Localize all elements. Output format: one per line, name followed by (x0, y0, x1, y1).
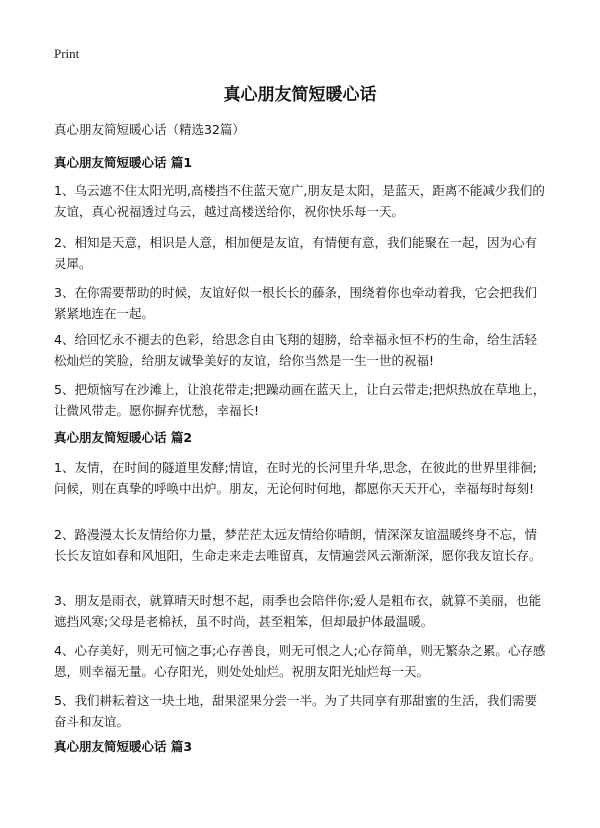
paragraph: 5、把烦恼写在沙滩上，让浪花带走;把躁动画在蓝天上，让白云带走;把炽热放在草地上，让微风带走。愿你摒弃忧愁，幸福长! (54, 382, 546, 418)
paragraph: 4、心存美好，则无可恼之事;心存善良，则无可恨之人;心存简单，则无繁杂之累。心存感恩，则幸福无量。心存阳光，则处处灿烂。祝朋友阳光灿烂每一天。 (54, 643, 546, 679)
section-heading: 真心朋友简短暖心话 篇2 (54, 430, 193, 445)
paragraph: 3、朋友是雨衣，就算晴天时想不起，雨季也会陪伴你;爱人是粗布衣，就算不美丽，也能遮挡风寒;父母是老棉袄，虽不时尚，甚至粗笨，但却最护体最温暖。 (54, 593, 542, 629)
paragraph: 4、给回忆永不褪去的色彩，给思念自由飞翔的翅膀，给幸福永恒不朽的生命，给生活轻松灿烂的笑脸，给朋友诚挚美好的友谊，给你当然是一生一世的祝福! (54, 332, 537, 368)
document-subtitle: 真心朋友简短暖心话（精选32篇） (54, 122, 245, 137)
section-heading: 真心朋友简短暖心话 篇1 (54, 155, 193, 170)
paragraph: 2、相知是天意，相识是人意，相加便是友谊，有情便有意，我们能聚在一起，因为心有灵犀。 (54, 235, 537, 271)
section-heading: 真心朋友简短暖心话 篇3 (54, 739, 193, 754)
page-title: 真心朋友简短暖心话 (223, 85, 377, 105)
paragraph: 1、友情，在时间的隧道里发酵;情谊，在时光的长河里升华,思念，在彼此的世界里徘徊;问候，则在真挚的呼唤中出炉。朋友，无论何时何地，都愿你天天开心，幸福每时每刻! (54, 460, 537, 496)
print-link[interactable]: Print (54, 46, 80, 61)
paragraph: 3、在你需要帮助的时候，友谊好似一根长长的藤条，围绕着你也牵动着我，它会把我们紧紧地连在一起。 (54, 285, 537, 321)
paragraph: 2、路漫漫太长友情给你力量，梦茫茫太远友情给你晴朗，情深深友谊温暖终身不忘，情长长友谊如春和风旭阳，生命走来走去唯留真，友情遍尝风云渐渐深，愿你我友谊长存。 (54, 527, 542, 563)
paragraph: 1、乌云遮不住太阳光明,高楼挡不住蓝天宽广,朋友是太阳，是蓝天，距离不能减少我们的友谊，真心祝福透过乌云，越过高楼送给你，祝你快乐每一天。 (54, 183, 545, 219)
paragraph: 5、我们耕耘着这一块土地，甜果涩果分尝一半。为了共同享有那甜蜜的生活，我们需要奋斗和友谊。 (54, 693, 537, 729)
